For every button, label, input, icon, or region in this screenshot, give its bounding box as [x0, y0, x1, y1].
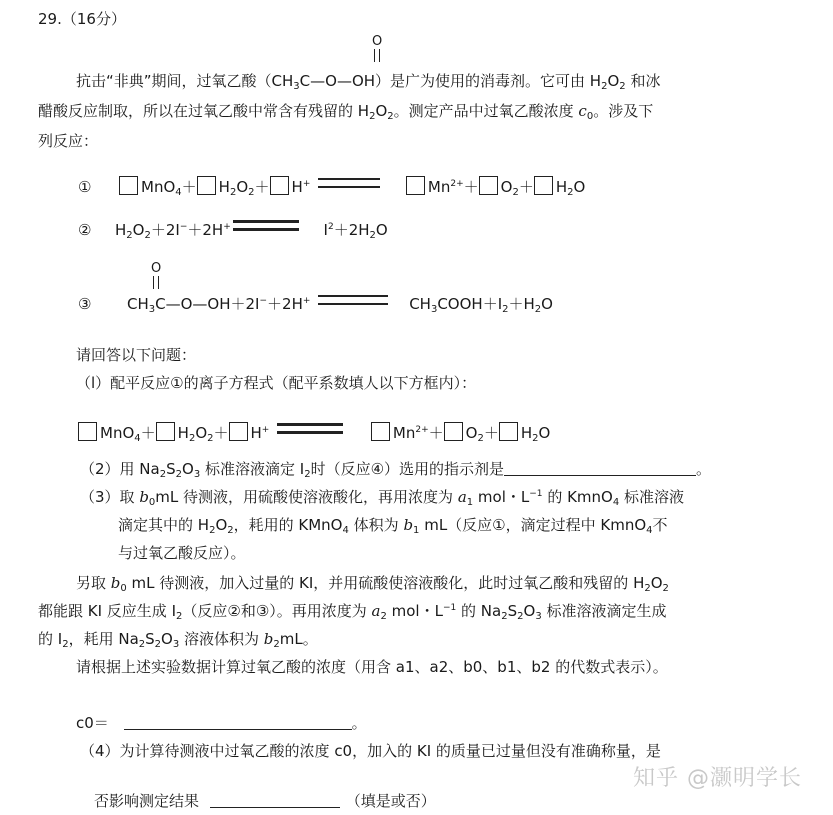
equals-sign [318, 178, 380, 188]
balance-equation: $MnO_4+ H_2O_2+ H^+$ $Mn^{2+}+ O_2+ H_2O$ [78, 422, 550, 444]
c0-symbol: c [578, 102, 587, 120]
coefficient-box[interactable] [197, 176, 216, 195]
q3-text: 溶液体积为 [184, 630, 264, 648]
q3-text: mol・L [386, 602, 443, 620]
answer-blank-indicator[interactable] [504, 475, 696, 476]
double-bond [374, 49, 380, 62]
coefficient-box[interactable] [78, 422, 97, 441]
equals-sign [318, 295, 388, 305]
q3-text: mol・L [477, 488, 530, 506]
intro-line-3: 列反应： [38, 132, 99, 150]
carbonyl-group [151, 262, 161, 289]
q4-text: （填是或否） [345, 792, 436, 810]
q3-text: 的 KmnO [547, 488, 613, 506]
prompt-text: 请回答以下问题： [76, 346, 197, 364]
intro-line-1: 抗击“非典”期间，过氧乙酸$(CH_3C—O—OH)$是广为使用的消毒剂。它可由 $H_2O_2$ 和冰 [76, 72, 661, 92]
question-4-line-2 [94, 794, 436, 809]
carbonyl-oxygen: O [151, 261, 162, 276]
question-4-line-1: （4）为计算待测液中过氧乙酸的浓度 c0，加入的 KI 的质量已过量但没有准确称量，是 [80, 742, 661, 760]
carbonyl-group [372, 35, 382, 62]
coefficient-box[interactable] [534, 176, 553, 195]
equals-sign [277, 423, 343, 434]
q3-text: mL 待测液，加入过量的 KI，并用硫酸使溶液酸化，此时过氧乙酸和残留的 H [126, 574, 645, 592]
answer-end: 。 [351, 714, 367, 732]
reaction-2: ② $H_2O_2+2I^-+2H^+$ $I^2+2H_2O$ [78, 221, 388, 241]
reaction-label: ① [78, 178, 92, 196]
para2-line-1: 另取 $b_0$ mL 待测液，加入过量的 KI，并用硫酸使溶液酸化，此时过氧乙酸和残留的 $H_2O_2$ [76, 574, 669, 594]
q3-text: 的 I [38, 630, 63, 648]
para2-line-3: 的 $I_2$，耗用 $Na_2S_2O_3$ 溶液体积为 $b_2mL$。 [38, 630, 318, 650]
q2-text: 。 [696, 460, 712, 478]
question-points: （16分） [61, 10, 126, 28]
q3-text: 滴定其中的 H [118, 516, 210, 534]
q2-text: （2）用 Na [80, 460, 160, 478]
q3-text: 标准溶液滴定生成 [546, 602, 667, 620]
q3-text: 体积为 [353, 516, 404, 534]
answer-blank[interactable] [124, 729, 352, 730]
coefficient-box[interactable] [270, 176, 289, 195]
intro-text: 。测定产品中过氧乙酸浓度 [393, 102, 579, 120]
double-bond [153, 276, 159, 289]
q3-text: mL（反应①，滴定过程中 KmnO [424, 516, 647, 534]
coefficient-box[interactable] [156, 422, 175, 441]
answer-c0-line [76, 716, 367, 731]
intro-text: C—O—OH）是广为使用的消毒剂。它可由 H [299, 72, 602, 90]
intro-text: 醋酸反应制取，所以在过氧乙酸中常含有残留的 H [38, 102, 370, 120]
q3-text: ，耗用 Na [68, 630, 139, 648]
question-number: 29. [38, 10, 62, 28]
question-3-line-2: 滴定其中的 $H_2O_2$，耗用的 KMnO$_4$ 体积为 $b_1$ mL（反应①，滴定过程中 KmnO$_4$不 [118, 516, 668, 536]
reaction-label: ② [78, 221, 92, 239]
answer-blank[interactable] [210, 807, 340, 808]
q3-text: 的 Na [461, 602, 502, 620]
q3-text: 不 [652, 516, 668, 534]
watermark: 知乎 @灏明学长 [633, 766, 802, 791]
question-3-line-3: 与过氧乙酸反应）。 [118, 544, 246, 562]
c0-label: c0＝ [76, 714, 109, 732]
question-2: （2）用 $Na_2S_2O_3$ 标准溶液滴定 $I_2$时（反应④）选用的指示剂是 。 [80, 460, 712, 480]
q2-text: 标准溶液滴定 I [204, 460, 305, 478]
q4-text: 否影响测定结果 [94, 792, 200, 810]
coefficient-box[interactable] [229, 422, 248, 441]
q3-text: （反应②和③）。再用浓度为 [182, 602, 372, 620]
q2-text: 时（反应④）选用的指示剂是 [310, 460, 505, 478]
coefficient-box[interactable] [119, 176, 138, 195]
question-header [38, 12, 126, 27]
q3-text: 另取 [76, 574, 111, 592]
coefficient-box[interactable] [371, 422, 390, 441]
para2-line-2: 都能跟 KI 反应生成 $I_2$（反应②和③）。再用浓度为 $a_2$ mol・$L^{-1}$ 的 $Na_2S_2O_3$ 标准溶液滴定生成 [38, 602, 667, 622]
q3-text: 都能跟 KI 反应生成 I [38, 602, 176, 620]
intro-text: 抗击“非典”期间，过氧乙酸（CH [76, 72, 294, 90]
coefficient-box[interactable] [499, 422, 518, 441]
q3-text: （3）取 [80, 488, 140, 506]
q3-text: mL。 [279, 630, 318, 648]
question-1-text: （l）配平反应①的离子方程式（配平系数填人以下方框内）： [76, 374, 477, 392]
reaction-label: ③ [78, 295, 92, 313]
carbonyl-oxygen: O [372, 34, 383, 49]
coefficient-box[interactable] [444, 422, 463, 441]
coefficient-box[interactable] [406, 176, 425, 195]
intro-text: 和冰 [630, 72, 661, 90]
coefficient-box[interactable] [479, 176, 498, 195]
q3-text: 标准溶液 [624, 488, 685, 506]
q3-text: ，耗用的 KMnO [233, 516, 343, 534]
question-3-line-1: （3）取 $b_0mL$ 待测液，用硫酸使溶液酸化，再用浓度为 $a_1$ mol・$L^{-1}$ 的 KmnO$_4$ 标准溶液 [80, 488, 685, 508]
intro-text: 。涉及下 [593, 102, 654, 120]
reaction-3: ③ $CH_3C—O—OH+2I^-+2H^+$ $CH_3COOH+I_2+H_2O$ [78, 295, 553, 315]
intro-line-2: 醋酸反应制取，所以在过氧乙酸中常含有残留的 $H_2O_2$。测定产品中过氧乙酸浓度 $c_0$。涉及下 [38, 102, 654, 122]
equals-sign [233, 220, 299, 231]
q3-text: mL 待测液，用硫酸使溶液酸化，再用浓度为 [155, 488, 458, 506]
question-3-ask: 请根据上述实验数据计算过氧乙酸的浓度（用含 a1、a2、b0、b1、b2 的代数式表示）。 [76, 658, 668, 676]
reaction-1: ① $MnO_4+ H_2O_2+ H^+$ $Mn^{2+}+ O_2+ H_2O$ [78, 178, 586, 198]
